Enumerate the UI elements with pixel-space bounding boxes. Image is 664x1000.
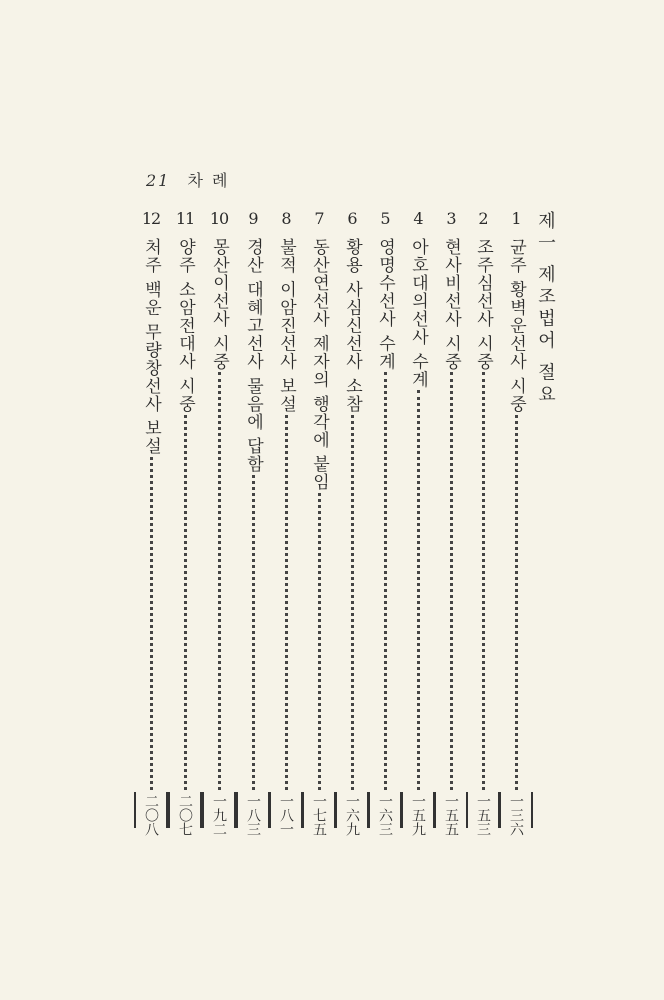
dot-leader (384, 372, 387, 790)
dot-leader (150, 457, 153, 790)
entry-number: 2 (478, 209, 488, 228)
entry-page: 一六三 (368, 792, 402, 828)
section-title: 제一 제조법어 절요 (535, 211, 556, 407)
entry-number: 12 (141, 209, 161, 228)
entry-title: 동산연선사 제자의 행각에 붙임 (309, 238, 329, 492)
entry-number: 8 (281, 209, 291, 228)
entry-number: 5 (380, 209, 390, 228)
dot-leader (450, 372, 453, 790)
entry-number: 7 (314, 209, 324, 228)
entry-page: 一三六 (499, 792, 533, 828)
dot-leader (482, 372, 485, 790)
toc-entry-11[interactable] (170, 208, 200, 836)
entry-page: 二〇八 (134, 792, 168, 828)
toc-entry-4[interactable] (403, 208, 433, 836)
dot-leader (351, 415, 354, 790)
entry-number: 1 (511, 209, 521, 228)
entry-title: 영명수선사 수계 (375, 238, 395, 371)
entry-title: 균주 황벽운선사 시중 (506, 238, 526, 413)
entry-title: 몽산이선사 시중 (209, 238, 229, 371)
entry-page: 一五五 (434, 792, 468, 828)
entry-title: 황용 사심신선사 소참 (342, 238, 362, 413)
toc-entry-5[interactable] (370, 208, 400, 836)
entry-page: 一八一 (269, 792, 303, 828)
entry-page: 二〇七 (168, 792, 202, 828)
entry-page: 一五三 (466, 792, 500, 828)
entry-title: 현사비선사 시중 (441, 238, 461, 371)
entry-title: 양주 소암전대사 시중 (175, 238, 195, 413)
entry-number: 3 (446, 209, 456, 228)
entry-page: 一九二 (202, 792, 236, 828)
dot-leader (218, 372, 221, 790)
entry-number: 11 (175, 209, 195, 228)
toc-entry-8[interactable] (271, 208, 301, 836)
page-title: 차 례 (187, 171, 230, 190)
entry-page: 一六九 (335, 792, 369, 828)
toc-entry-10[interactable] (204, 208, 234, 836)
dot-leader (285, 415, 288, 790)
entry-title: 아호대의선사 수계 (408, 238, 428, 389)
dot-leader (515, 415, 518, 790)
entry-title: 처주 백운 무량창선사 보설 (141, 238, 161, 456)
toc-entry-9[interactable] (238, 208, 268, 836)
dot-leader (252, 475, 255, 790)
entry-page: 一七五 (302, 792, 336, 828)
toc-entry-12[interactable] (136, 208, 166, 836)
entry-title: 조주심선사 시중 (473, 238, 493, 371)
toc-entry-3[interactable] (436, 208, 466, 836)
entry-title: 불적 이암진선사 보설 (276, 238, 296, 413)
entry-number: 10 (209, 209, 229, 228)
toc-entry-1[interactable] (501, 208, 531, 836)
page-number: 21 (146, 171, 171, 190)
entry-page: 一五九 (401, 792, 435, 828)
toc-entry-2[interactable] (468, 208, 498, 836)
entry-number: 4 (413, 209, 423, 228)
toc-entry-7[interactable] (304, 208, 334, 836)
dot-leader (184, 415, 187, 790)
entry-title: 경산 대혜고선사 물음에 답함 (243, 238, 263, 474)
dot-leader (318, 493, 321, 790)
page-header (146, 168, 229, 191)
entry-page: 一八三 (236, 792, 270, 828)
entry-number: 9 (248, 209, 258, 228)
section-heading (530, 205, 560, 406)
dot-leader (417, 390, 420, 790)
entry-number: 6 (347, 209, 357, 228)
toc-entry-6[interactable] (337, 208, 367, 836)
